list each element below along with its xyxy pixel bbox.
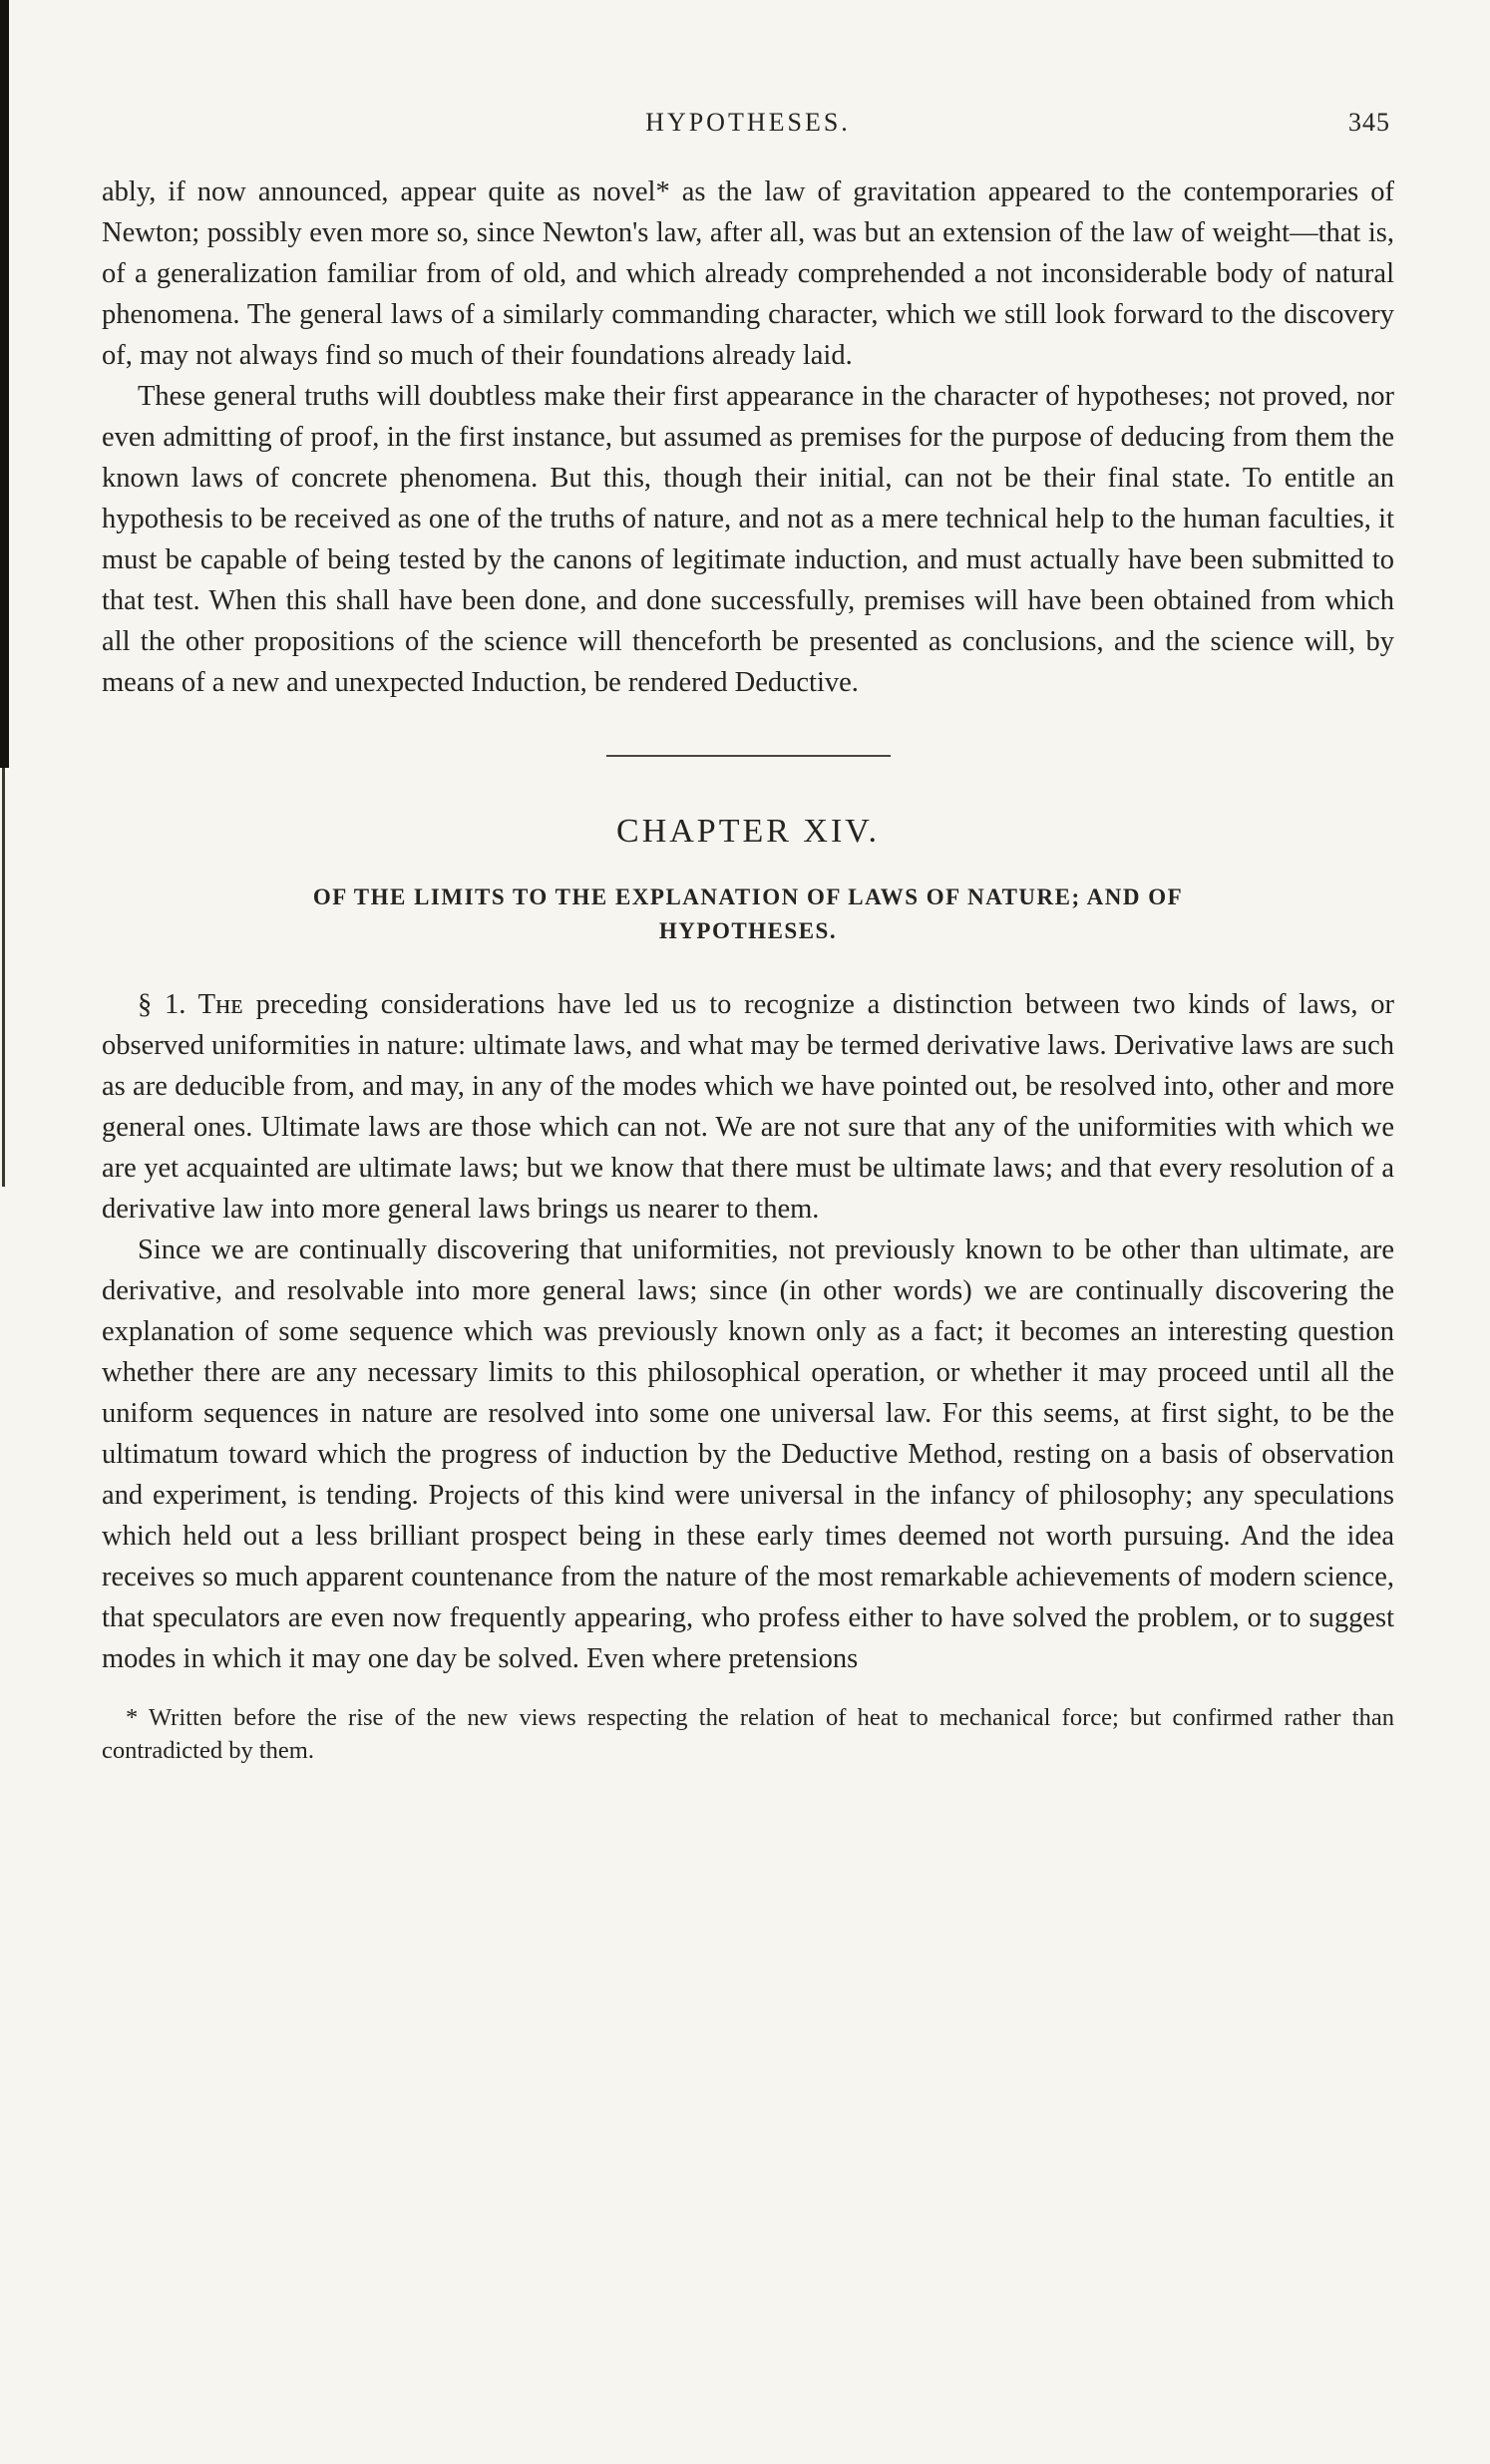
chapter-subtitle: [102, 880, 1394, 948]
running-header: HYPOTHESES.: [645, 108, 851, 137]
body-paragraph: ably, if now announced, appear quite as novel* as the law of gravitation appeared to the contemporaries of Newton; possibly even more so, since Newton's law, after all, was but an extension of the law of weight—that is, of a generalization familiar from of old, and which already comprehended a not inconsiderable body of natural phenomena. The general laws of a similarly commanding character, which we still look forward to the discovery of, may not always find so much of their foundations already laid.: [102, 176, 1394, 371]
body-paragraph: Since we are continually discovering that uniformities, not previously known to be other than ultimate, are derivative, and resolvable into more general laws; since (in other words) we are continually discovering the explanation of some sequence which was previously known only as a fact; it becomes an interesting question whether there are any necessary limits to this philosophical operation, or whether it may proceed until all the uniform sequences in nature are resolved into some one universal law. For this seems, at first sight, to be the ultimatum toward which the progress of induction by the Deductive Method, resting on a basis of observation and experiment, is tending. Projects of this kind were universal in the infancy of philosophy; any speculations which held out a less brilliant prospect being in these early times deemed not worth pursuing. And the idea receives so much apparent countenance from the nature of the most remarkable achievements of modern science, that speculators are even now frequently appearing, who profess either to have solved the problem, or to suggest modes in which it may one day be solved. Even where pretensions: [102, 1234, 1394, 1674]
scan-artifact-thin: [2, 768, 5, 1187]
scan-artifact: [0, 0, 9, 768]
chapter-subtitle-line2: HYPOTHESES.: [658, 918, 838, 943]
body-paragraph: § 1. Tʜᴇ preceding considerations have led us to recognize a distinction between two kinds of laws, or observed uniformities in nature: ultimate laws, and what may be termed derivative laws. Derivative laws are such as are deducible from, and may, in any of the modes which we have pointed out, be resolved into, other and more general ones. Ultimate laws are those which can not. We are not sure that any of the uniformities with which we are yet acquainted are ultimate laws; but we know that there must be ultimate laws; and that every resolution of a derivative law into more general laws brings us nearer to them.: [102, 989, 1394, 1225]
chapter-title: CHAPTER XIV.: [616, 813, 880, 850]
page-number: 345: [1348, 108, 1390, 137]
section-divider: [606, 755, 891, 757]
page-header: [102, 108, 1394, 138]
footnote: * Written before the rise of the new views respecting the relation of heat to mechanical force; but confirmed rather than contradicted by them.: [102, 1704, 1394, 1764]
body-paragraph: These general truths will doubtless make their first appearance in the character of hypotheses; not proved, nor even admitting of proof, in the first instance, but assumed as premises for the purpose of deducing from them the known laws of concrete phenomena. But this, though their initial, can not be their final state. To entitle an hypothesis to be received as one of the truths of nature, and not as a mere technical help to the human faculties, it must be capable of being tested by the canons of legitimate induction, and must actually have been submitted to that test. When this shall have been done, and done successfully, premises will have been obtained from which all the other propositions of the science will thenceforth be presented as conclusions, and the science will, by means of a new and unexpected Induction, be rendered Deductive.: [102, 381, 1394, 698]
chapter-subtitle-line1: OF THE LIMITS TO THE EXPLANATION OF LAWS OF NATURE; AND OF: [312, 884, 1184, 909]
page-body: [102, 172, 1394, 1767]
